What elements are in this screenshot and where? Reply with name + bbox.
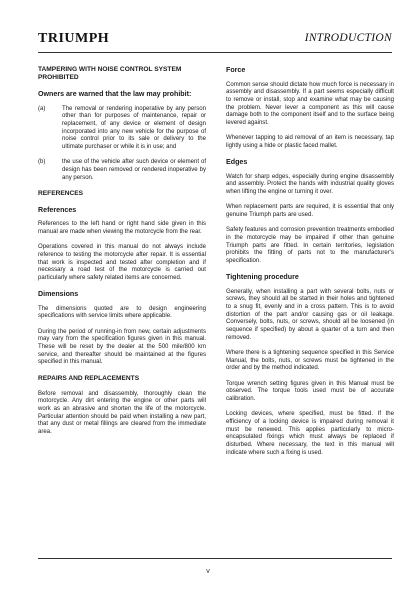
tightening-paragraph: Torque wrench setting figures given in this Manual must be observed. The torque tools used must be of accurate calibration.	[226, 380, 394, 403]
tightening-heading: Tightening procedure	[226, 273, 299, 282]
dimensions-heading: Dimensions	[38, 290, 79, 299]
references-subheading: References	[38, 205, 77, 214]
list-item	[38, 106, 206, 152]
list-item	[38, 159, 206, 182]
section-title: INTRODUCTION	[304, 32, 392, 44]
list-item-text: The removal or rendering inoperative by any person other than for purposes of maintenance, repair or replacement, of any device or element of design incorporated into any new vehicle for the purpose of noise control prior to its sale or delivery to the ultimate purchaser or while it is in use; and	[62, 105, 206, 151]
list-item-text: the use of the vehicle after such device or element of design has been removed or rendered inoperative by any person.	[62, 159, 206, 181]
references-paragraph: Operations covered in this manual do not always include reference to testing the motorcycle after repair. It is essential that work is inspected and tested after completion and if necessary a road test of the motorcycle is carried out particularly where safety related items are concerned.	[38, 244, 206, 282]
triumph-logo: TRIUMPH	[38, 31, 110, 46]
edges-paragraph: When replacement parts are required, it is essential that only genuine Triumph parts are used.	[226, 204, 394, 218]
force-heading: Force	[226, 66, 246, 74]
owners-warning-heading: Owners are warned that the law may prohibit:	[38, 90, 192, 98]
references-paragraph: References to the left hand or right hand side given in this manual are made when viewing the motorcycle from the rear.	[38, 221, 206, 236]
page-number: v	[206, 568, 210, 575]
tightening-paragraph: Where there is a tightening sequence specified in this Service Manual, the bolts, nuts, or screws must be tightened in the order and by the method indicated.	[226, 350, 394, 372]
right-column	[226, 66, 394, 465]
repairs-heading: REPAIRS AND REPLACEMENTS	[38, 374, 140, 382]
tightening-paragraph: Generally, when installing a part with several bolts, nuts or screws, they should all be started in their holes and tightened to a snug fit, evenly and in a cross pattern. This is to avoid distortion of the part and/or causing gas or oil leakage. Conversely, bolts, nuts, or screws, should all be loosened (in sequence if specified) by about a quarter of a turn and then removed.	[226, 288, 394, 341]
edges-heading: Edges	[226, 158, 248, 167]
force-paragraph: Common sense should dictate how much force is necessary in assembly and disassembly. If a part seems especially difficult to remove or install, stop and examine what may be causing the problem. Never lever a component as this will cause damage both to the component itself and to the surface being levered against.	[226, 81, 394, 127]
tampering-heading: TAMPERING WITH NOISE CONTROL SYSTEM PROHIBITED	[38, 66, 182, 81]
edges-paragraph: Safety features and corrosion prevention treatments embodied in the motorcycle may be impaired if other than genuine Triumph parts are fitted. In certain territories, legislation prohibits the fitting of parts not to the manufacturer's specification.	[226, 227, 394, 264]
list-item-label: (b)	[38, 159, 46, 166]
header-rule	[38, 52, 392, 53]
dimensions-paragraph: The dimensions quoted are to design engineering specifications with service limits where applicable.	[38, 305, 206, 320]
list-item-label: (a)	[38, 105, 46, 112]
repairs-paragraph: Before removal and disassembly, thoroughly clean the motorcycle. Any dirt entering the engine or other parts will work as an abrasive and shorten the life of the motorcycle. Particular attention should be paid when installing a new part, that any dust or metal fillings are cleared from the immediate area.	[38, 390, 206, 436]
dimensions-paragraph: During the period of running-in from new, certain adjustments may vary from the specification figures given in this manual. These will be reset by the dealer at the 500 mile/800 km service, and thereafter should be maintained at the figures specified in this manual.	[38, 328, 206, 366]
tightening-paragraph: Locking devices, where specified, must be fitted. If the efficiency of a locking device is impaired during removal it must be renewed. This applies particularly to micro-encapsulated fixings which must always be replaced if disturbed. Where necessary, the text in this manual will indicate where such a fixing is used.	[226, 411, 394, 456]
edges-paragraph: Watch for sharp edges, especially during engine disassembly and assembly. Protect the hands with industrial quality gloves when lifting the engine or turning it over.	[226, 173, 394, 196]
references-heading: REFERENCES	[38, 189, 84, 197]
page-header	[38, 30, 392, 52]
force-paragraph: Whenever tapping to aid removal of an item is necessary, tap lightly using a hide or plastic faced mallet.	[226, 135, 394, 149]
left-column	[38, 66, 206, 444]
footer-rule	[38, 558, 392, 559]
